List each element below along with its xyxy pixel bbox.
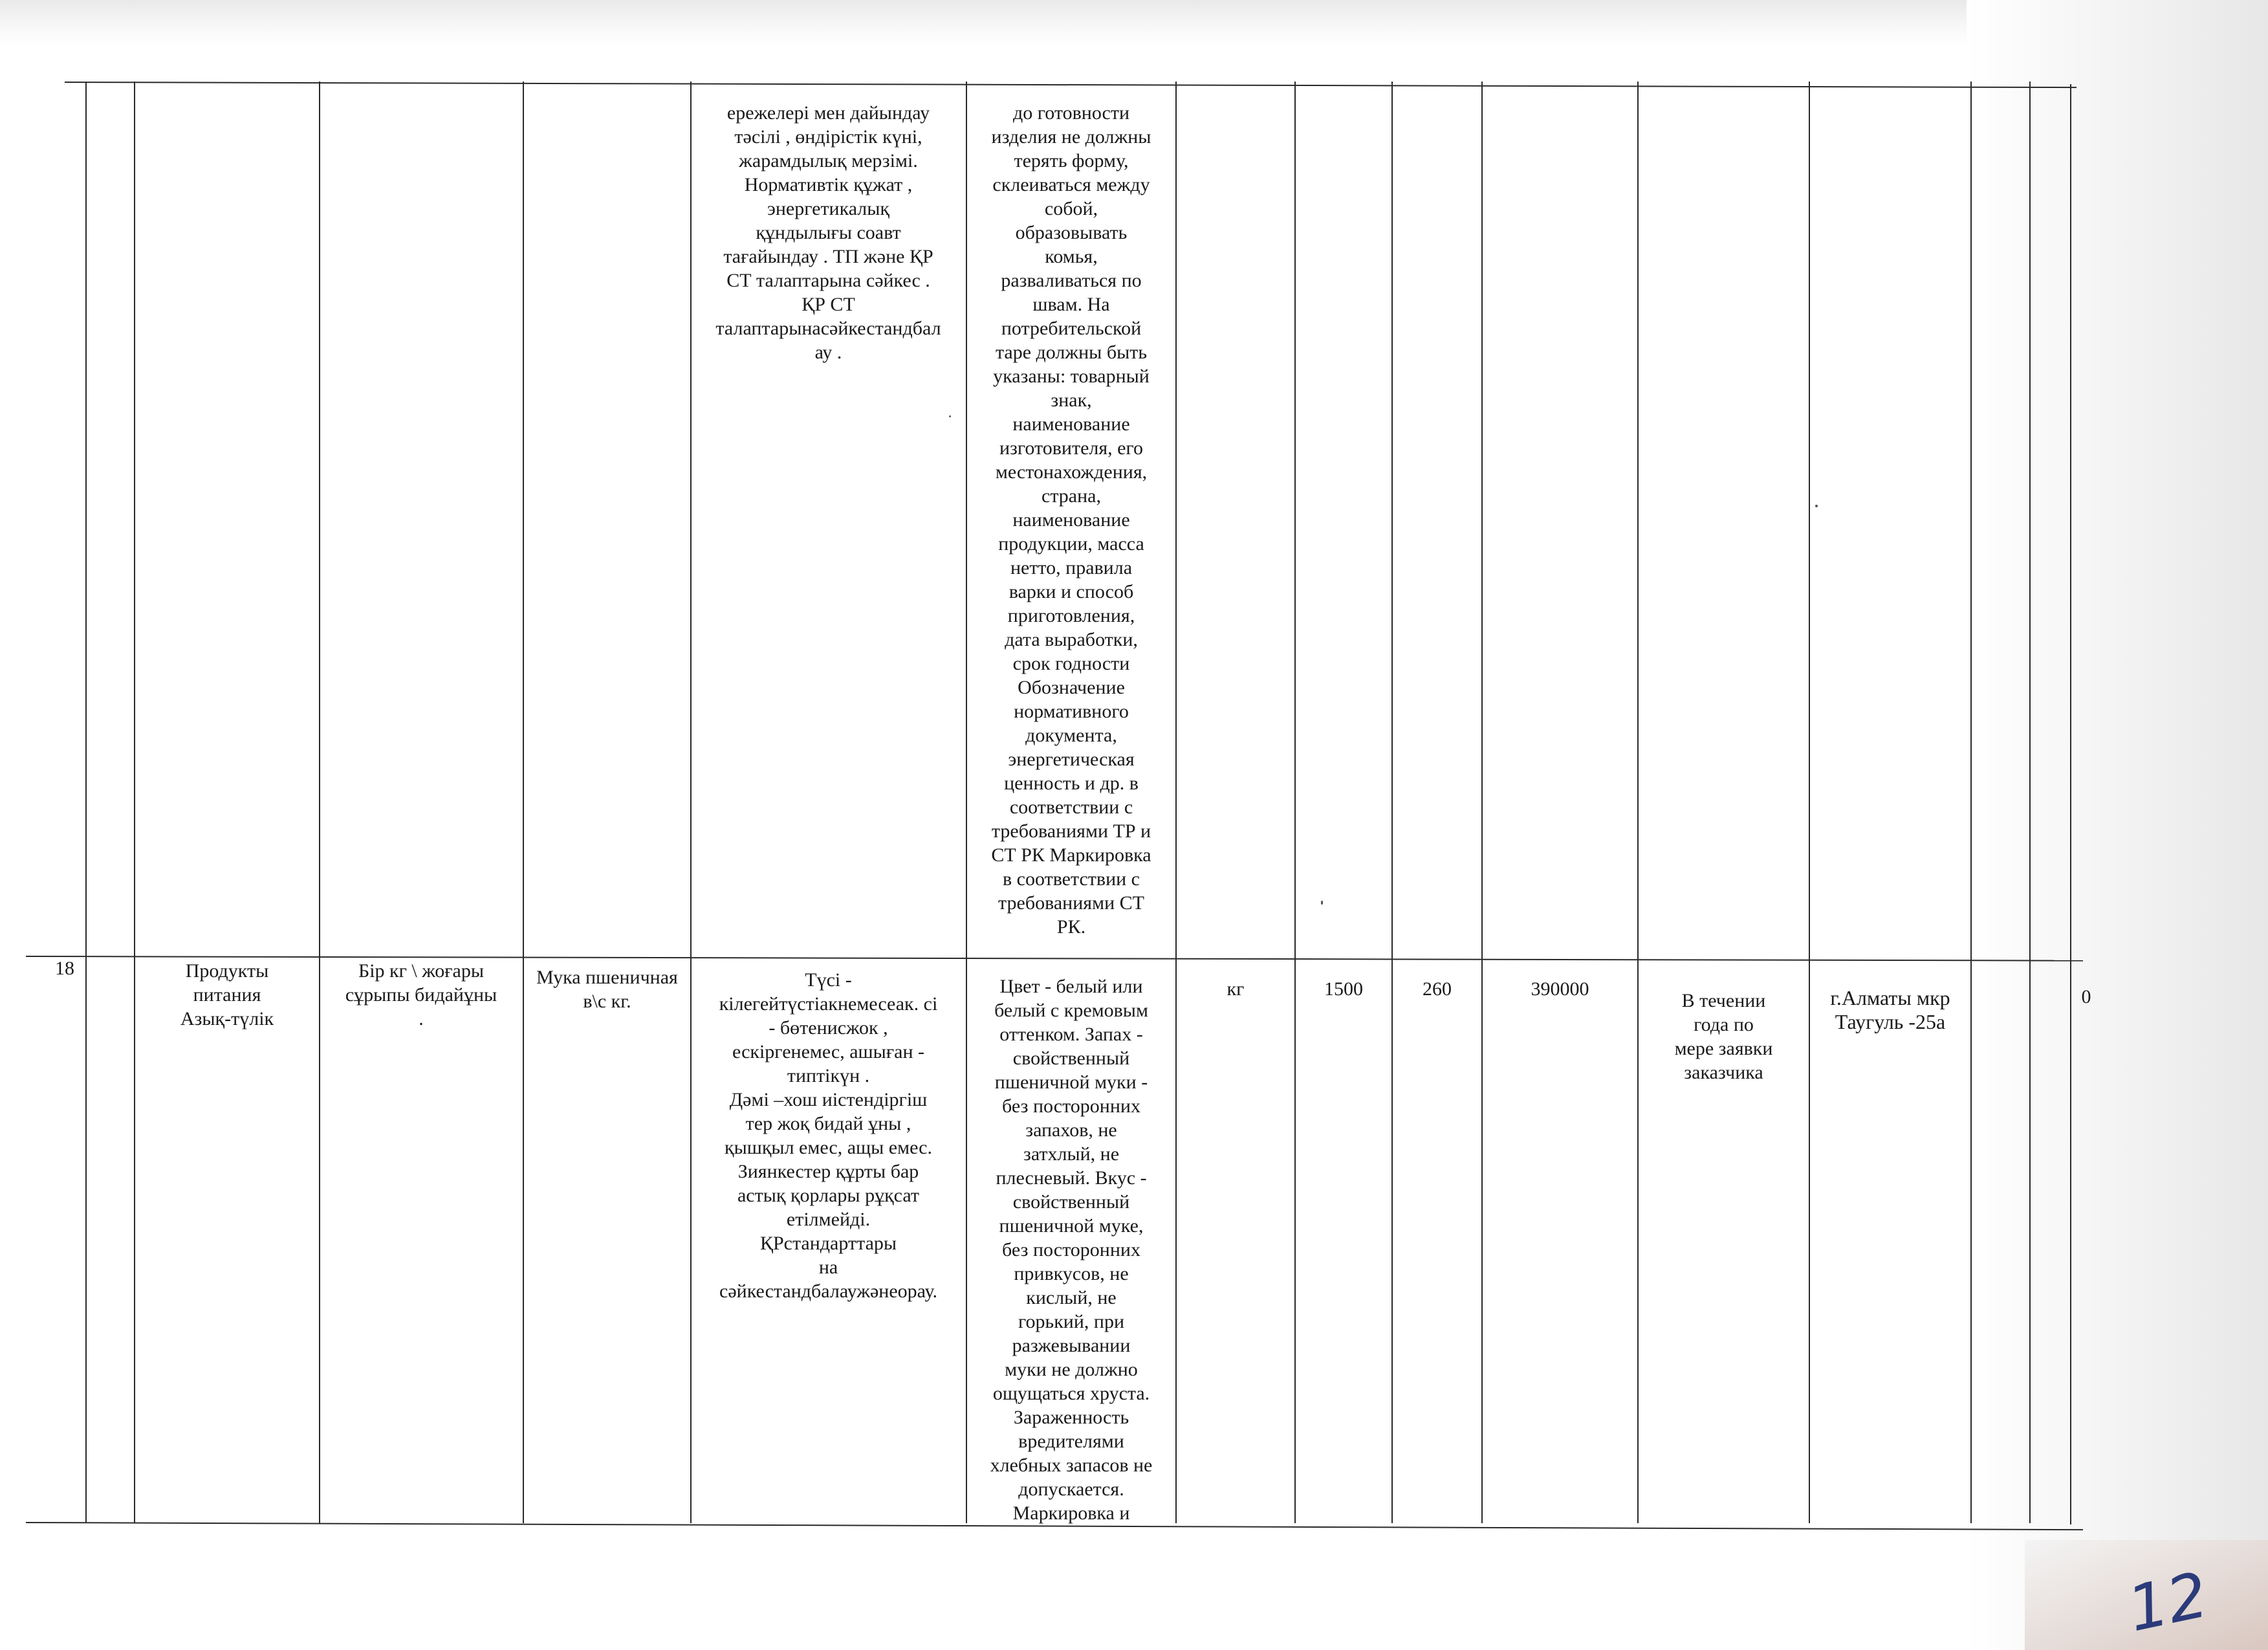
col-border: [523, 82, 524, 1523]
row-unit: кг: [1227, 978, 1245, 1000]
prev-row-description-ru: до готовности изделия не должны терять форму, склеиваться между собой, образовывать комья, разваливаться по швам. На потребительской таре должны быть указаны: товарный знак, наименование изготовителя, его местонахождения, страна, наименование продукции, масса нетто, правила варки и способ приготовления, дата выработки, срок годности Обозначение нормативного документа, энергетическая ценность и др. в соответствии с требованиями ТР и СТ РК Маркировка в соответствии с требованиями СТ РК.: [991, 102, 1151, 938]
scan-shadow-top: [0, 0, 2268, 45]
row-description-kz: Түсі - кілегейтүстіакнемесеак. сі - бөтенисжок , ескіргенемес, ашыған - типтікүн . Дәмі –хош иістендіргіш тер жоқ бидай ұны , қышқыл емес, ащы емес. Зиянкестер құрты бар астық қорлары рұқсат етілмейді. ҚРстандарттары на сәйкестандбалаужәнеорау.: [719, 969, 938, 1302]
handwritten-page-number: 12: [2121, 1558, 2214, 1646]
row-prepayment: 0: [2081, 986, 2091, 1007]
col-border: [1481, 82, 1483, 1523]
row-description-ru: Цвет - белый или белый с кремовым оттенком. Запах - свойственный пшеничной муки - без посторонних запахов, не затхлый, не плесневый. Вкус - свойственный пшеничной муке, без посторонних привкусов, не кислый, не горький, при разжевывании муки не должно ощущаться хруста. Зараженность вредителями хлебных запасов не допускается. Маркировка и: [990, 976, 1153, 1524]
row-quantity: 1500: [1324, 978, 1363, 1000]
row-delivery-place: г.Алматы мкр Таугуль -25а: [1830, 986, 1950, 1033]
row-price: 260: [1423, 978, 1452, 1000]
col-border: [85, 82, 87, 1523]
row-name-ru: Мука пшеничная в\с кг.: [536, 967, 678, 1012]
col-border: [1294, 82, 1296, 1523]
col-border: [134, 82, 135, 1523]
scan-speck: [1321, 901, 1323, 905]
scan-speck: [949, 415, 951, 417]
row-number: 18: [55, 958, 74, 979]
table-top-border: [65, 82, 2077, 88]
col-border: [319, 82, 320, 1523]
col-border: [2070, 84, 2071, 1524]
col-border: [966, 82, 967, 1523]
row-total: 390000: [1531, 978, 1589, 1000]
scan-right-margin: [1967, 0, 2268, 1650]
row-delivery-time: В течении года по мере заявки заказчика: [1674, 990, 1773, 1083]
prev-row-description-kz: ережелері мен дайындау тәсілі , өндірістік күні, жарамдылық мерзімі. Нормативтік құжат , энергетикалық құндылығы соавт тағайындау . ТП және ҚР СТ талаптарына сәйкес . ҚР СТ талаптарынасәйкестандбал ау .: [715, 102, 941, 363]
col-border: [1175, 82, 1177, 1523]
col-border: [1391, 82, 1393, 1523]
col-border: [2029, 82, 2031, 1523]
col-border: [1637, 82, 1639, 1523]
col-border: [690, 82, 692, 1523]
col-border: [1970, 82, 1972, 1523]
row-category: Продукты питания Азық-түлік: [180, 960, 274, 1029]
row-name-kz: Бір кг \ жоғары сұрыпы бидайұны .: [345, 960, 497, 1029]
scan-speck: [1815, 505, 1818, 507]
col-border: [1809, 82, 1810, 1523]
